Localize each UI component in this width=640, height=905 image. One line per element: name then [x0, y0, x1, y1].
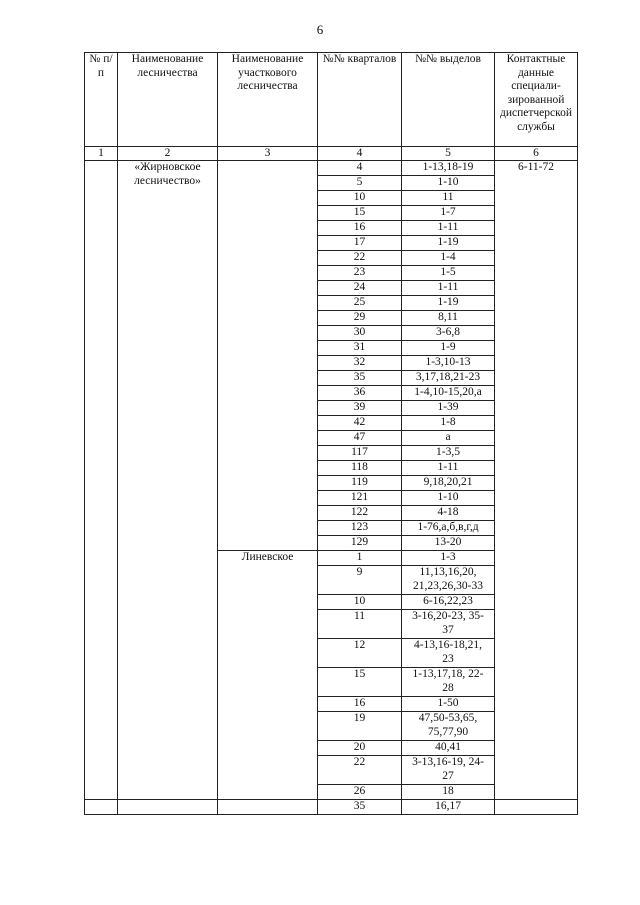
quarter-cell: 22 — [318, 756, 402, 785]
sections-cell: 1-10 — [402, 491, 495, 506]
sections-cell: 1-8 — [402, 416, 495, 431]
sections-cell: 1-11 — [402, 461, 495, 476]
quarter-cell: 5 — [318, 176, 402, 191]
sections-cell: 1-13,18-19 — [402, 161, 495, 176]
sections-cell: 1-13,17,18, 22- 28 — [402, 668, 495, 697]
quarter-cell: 121 — [318, 491, 402, 506]
quarter-cell: 23 — [318, 266, 402, 281]
sections-cell: 1-11 — [402, 281, 495, 296]
contact-cell: 6-11-72 — [495, 161, 578, 800]
page-number: 6 — [316, 22, 324, 37]
sections-cell: 1-5 — [402, 266, 495, 281]
quarter-cell: 30 — [318, 326, 402, 341]
sections-cell: 40,41 — [402, 741, 495, 756]
quarter-cell: 25 — [318, 296, 402, 311]
sections-cell: 3-16,20-23, 35- 37 — [402, 610, 495, 639]
quarter-cell: 16 — [318, 697, 402, 712]
column-number: 6 — [495, 147, 578, 161]
column-number: 1 — [85, 147, 118, 161]
sections-cell: 1-3,10-13 — [402, 356, 495, 371]
sections-cell: 47,50-53,65, 75,77,90 — [402, 712, 495, 741]
contact-cell — [495, 800, 578, 815]
table-body — [85, 161, 578, 815]
sections-cell: 11,13,16,20, 21,23,26,30-33 — [402, 566, 495, 595]
sections-cell: 16,17 — [402, 800, 495, 815]
sections-cell: 1-76,а,б,в,г,д — [402, 521, 495, 536]
sections-cell: 1-9 — [402, 341, 495, 356]
quarter-cell: 15 — [318, 206, 402, 221]
quarter-cell: 35 — [318, 800, 402, 815]
header-district: Наименование участкового лесничества — [218, 53, 318, 147]
sections-cell: 1-4 — [402, 251, 495, 266]
quarter-cell: 24 — [318, 281, 402, 296]
quarter-cell: 20 — [318, 741, 402, 756]
quarter-cell: 118 — [318, 461, 402, 476]
sections-cell: 3-6,8 — [402, 326, 495, 341]
header-sections: №№ выделов — [402, 53, 495, 147]
header-row — [85, 53, 578, 147]
quarter-cell: 47 — [318, 431, 402, 446]
quarter-cell: 26 — [318, 785, 402, 800]
sections-cell: 1-10 — [402, 176, 495, 191]
sections-cell: 11 — [402, 191, 495, 206]
quarter-cell: 117 — [318, 446, 402, 461]
quarter-cell: 122 — [318, 506, 402, 521]
quarter-cell: 12 — [318, 639, 402, 668]
quarter-cell: 11 — [318, 610, 402, 639]
quarter-cell: 123 — [318, 521, 402, 536]
quarter-cell: 119 — [318, 476, 402, 491]
sections-cell: 1-39 — [402, 401, 495, 416]
quarter-cell: 36 — [318, 386, 402, 401]
sections-cell: 1-11 — [402, 221, 495, 236]
row-number-cell — [85, 800, 118, 815]
sections-cell: 9,18,20,21 — [402, 476, 495, 491]
sections-cell: 4-13,16-18,21, 23 — [402, 639, 495, 668]
quarter-cell: 32 — [318, 356, 402, 371]
row-number-cell — [85, 161, 118, 800]
district-name — [218, 161, 318, 551]
quarter-cell: 31 — [318, 341, 402, 356]
sections-cell: 1-19 — [402, 296, 495, 311]
sections-cell: 1-50 — [402, 697, 495, 712]
sections-cell: 1-4,10-15,20,а — [402, 386, 495, 401]
quarter-cell: 17 — [318, 236, 402, 251]
header-quarters: №№ кварталов — [318, 53, 402, 147]
forestry-table — [84, 52, 578, 815]
column-number: 4 — [318, 147, 402, 161]
table-row — [85, 800, 578, 815]
sections-cell: 8,11 — [402, 311, 495, 326]
sections-cell: 3,17,18,21-23 — [402, 371, 495, 386]
sections-cell: 1-19 — [402, 236, 495, 251]
sections-cell: 4-18 — [402, 506, 495, 521]
sections-cell: 6-16,22,23 — [402, 595, 495, 610]
sections-cell: 3-13,16-19, 24- 27 — [402, 756, 495, 785]
quarter-cell: 39 — [318, 401, 402, 416]
quarter-cell: 1 — [318, 551, 402, 566]
quarter-cell: 15 — [318, 668, 402, 697]
district-name: Линевское — [218, 551, 318, 800]
quarter-cell: 22 — [318, 251, 402, 266]
sections-cell: а — [402, 431, 495, 446]
header-contact: Контактные данные специали-зированной диспетчерской службы — [495, 53, 578, 147]
quarter-cell: 10 — [318, 595, 402, 610]
quarter-cell: 35 — [318, 371, 402, 386]
column-number: 2 — [118, 147, 218, 161]
sections-cell: 18 — [402, 785, 495, 800]
quarter-cell: 29 — [318, 311, 402, 326]
sections-cell: 1-3 — [402, 551, 495, 566]
quarter-cell: 9 — [318, 566, 402, 595]
header-number: № п/п — [85, 53, 118, 147]
forestry-cell — [118, 800, 218, 815]
sections-cell: 1-7 — [402, 206, 495, 221]
district-cell — [218, 800, 318, 815]
forestry-name: «Жирновское лесничество» — [118, 161, 218, 800]
sections-cell: 1-3,5 — [402, 446, 495, 461]
column-number: 3 — [218, 147, 318, 161]
quarter-cell: 16 — [318, 221, 402, 236]
quarter-cell: 4 — [318, 161, 402, 176]
header-forestry: Наименование лесничества — [118, 53, 218, 147]
quarter-cell: 42 — [318, 416, 402, 431]
quarter-cell: 10 — [318, 191, 402, 206]
column-number-row — [85, 147, 578, 161]
column-number: 5 — [402, 147, 495, 161]
quarter-cell: 129 — [318, 536, 402, 551]
sections-cell: 13-20 — [402, 536, 495, 551]
table-row — [85, 161, 578, 176]
quarter-cell: 19 — [318, 712, 402, 741]
